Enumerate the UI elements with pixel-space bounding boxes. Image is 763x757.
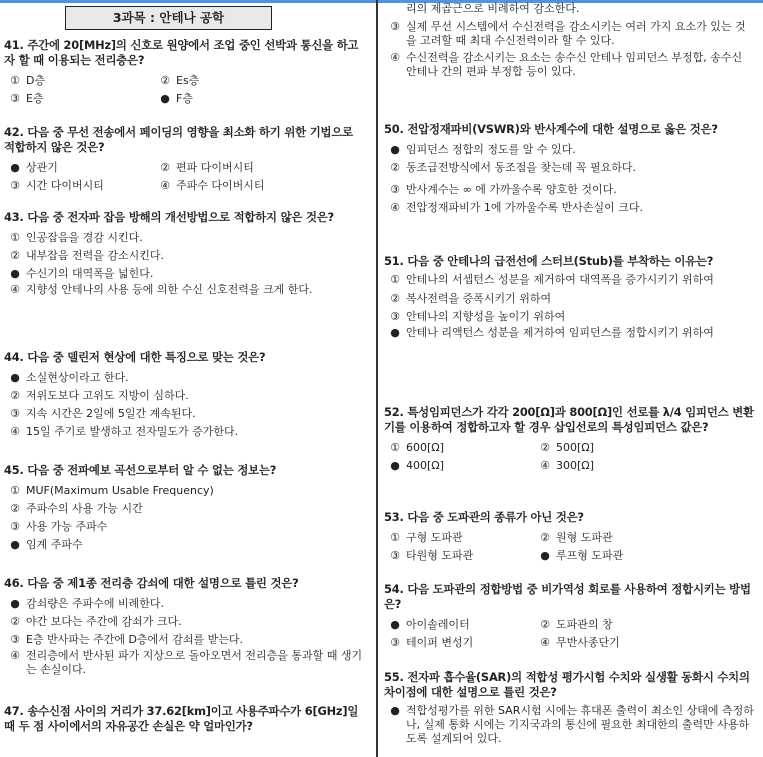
question-stem: 46. 다음 중 제1종 전리층 감쇠에 대한 설명으로 틀린 것은? (4, 576, 299, 590)
option[interactable]: ④ 주파수 다이버시티 (160, 179, 265, 192)
option[interactable]: ② 저위도보다 고위도 지방이 심하다. (10, 389, 189, 402)
option[interactable]: ② 야간 보다는 주간에 감쇠가 크다. (10, 615, 182, 628)
option-answer[interactable]: ● 임피던스 정합의 정도를 알 수 있다. (390, 143, 576, 156)
option[interactable]: ④ 전압정재파비가 1에 가까울수록 반사손실이 크다. (390, 201, 643, 214)
option-answer[interactable]: ● 소실현상이라고 한다. (10, 371, 129, 384)
option[interactable]: ① 인공잡음을 경감 시킨다. (10, 231, 143, 244)
option[interactable]: ① 600[Ω] (390, 441, 444, 454)
question-47 (4, 704, 364, 734)
option[interactable]: ④ 전리층에서 반사된 파가 지상으로 돌아오면서 전리층을 통과할 때 생기는 손실이다. (10, 649, 363, 676)
option[interactable]: ③ 타원형 도파관 (390, 549, 474, 562)
option[interactable]: ④ 지향성 안테나의 사용 등에 의한 수신 신호전력을 크게 한다. (10, 283, 313, 296)
continued-text: 리의 제곱근으로 비례하여 감소한다. (406, 2, 580, 15)
option[interactable]: ④ 수신전력을 감소시키는 요소는 송수신 안테나 임피던스 부정합, 송수신 안테나 간의 편파 부정합 등이 있다. (390, 51, 743, 78)
question-54 (384, 582, 754, 652)
question-stem: 53. 다음 중 도파관의 종류가 아닌 것은? (384, 510, 584, 524)
option-answer[interactable]: ● 감쇠량은 주파수에 비례한다. (10, 597, 165, 610)
option[interactable]: ② 원형 도파관 (540, 531, 613, 544)
question-stem: 44. 다음 중 델린저 현상에 대한 특징으로 맞는 것은? (4, 350, 266, 364)
option[interactable]: ③ 지속 시간은 2일에 5일간 계속된다. (10, 407, 196, 420)
question-43 (4, 210, 364, 300)
question-45 (4, 463, 364, 554)
option[interactable]: ④ 15일 주기로 발생하고 전자밀도가 증가한다. (10, 425, 239, 438)
option[interactable]: ② 내부잡음 전력을 감소시킨다. (10, 249, 165, 262)
option-answer[interactable]: ● 임계 주파수 (10, 538, 83, 551)
question-stem: 50. 전압정재파비(VSWR)와 반사계수에 대한 설명으로 옳은 것은? (384, 122, 718, 136)
option[interactable]: ① D층 (10, 74, 46, 87)
question-51 (384, 254, 754, 343)
option[interactable]: ③ E층 (10, 92, 44, 105)
question-stem: 54. 다음 도파관의 정합방법 중 비가역성 회로를 사용하여 정합시키는 방법은? (384, 582, 751, 611)
question-stem: 43. 다음 중 전자파 잡음 방해의 개선방법으로 적합하지 않은 것은? (4, 210, 334, 224)
option[interactable]: ① MUF(Maximum Usable Frequency) (10, 484, 214, 497)
question-46 (4, 576, 364, 680)
option-answer[interactable]: ● 수신기의 대역폭을 넓힌다. (10, 267, 154, 280)
option[interactable]: ③ E층 반사파는 주간에 D층에서 감쇠를 받는다. (10, 633, 244, 646)
option[interactable]: ② 동조급전방식에서 동조점을 찾는데 꼭 필요하다. (390, 161, 637, 174)
question-52 (384, 405, 754, 475)
option-answer[interactable]: ● 상관기 (10, 161, 58, 174)
question-53 (384, 510, 754, 565)
question-stem: 45. 다음 중 전파예보 곡선으로부터 알 수 없는 정보는? (4, 463, 277, 477)
question-42 (4, 125, 364, 195)
option-answer[interactable]: ● 안테나 리액턴스 성분을 제거하여 임피던스를 정합시키기 위하여 (390, 326, 714, 339)
option[interactable]: ② 복사전력을 증폭시키기 위하여 (390, 292, 552, 305)
option[interactable]: ② 도파관의 창 (540, 618, 613, 631)
option[interactable]: ③ 반사계수는 ∞ 에 가까울수록 양호한 것이다. (390, 183, 617, 196)
question-41 (4, 38, 364, 108)
option[interactable]: ③ 실제 무선 시스템에서 수신전력을 감소시키는 여러 가지 요소가 있는 것을 고려할 때 최대 수신전력이라 할 수 있다. (390, 20, 746, 47)
option-answer[interactable]: ● 아이솔레이터 (390, 618, 470, 631)
question-stem: 47. 송수신점 사이의 거리가 37.62[km]이고 사용주파수가 6[GHz]일 때 두 점 사이에서의 자유공간 손실은 약 얼마인가? (4, 704, 359, 733)
option[interactable]: ① 안테나의 서셉턴스 성분을 제거하여 대역폭을 증가시키기 위하여 (390, 273, 714, 286)
left-column (0, 0, 375, 757)
option-answer[interactable]: ● 400[Ω] (390, 459, 444, 472)
option[interactable]: ④ 300[Ω] (540, 459, 594, 472)
question-55 (384, 670, 754, 749)
option[interactable]: ② 500[Ω] (540, 441, 594, 454)
option[interactable]: ④ 무반사종단기 (540, 636, 620, 649)
section-title: 3과목 : 안테나 공학 (65, 6, 272, 30)
question-44 (4, 350, 364, 441)
question-stem: 41. 주간에 20[MHz]의 신호로 원양에서 조업 중인 선박과 통신을 하고자 할 때 이용되는 전리층은? (4, 38, 359, 67)
question-stem: 52. 특성임피던스가 각각 200[Ω]과 800[Ω]인 선로를 λ/4 임피던스 변환기를 이용하여 정합하고자 할 경우 삽입선로의 특성임피던스 값은? (384, 405, 754, 434)
column-divider (376, 0, 378, 757)
option[interactable]: ③ 사용 가능 주파수 (10, 520, 108, 533)
option-answer[interactable]: ● F층 (160, 92, 193, 105)
option-answer[interactable]: ● 루프형 도파관 (540, 549, 624, 562)
option[interactable]: ② 주파수의 사용 가능 시간 (10, 502, 143, 515)
question-stem: 51. 다음 중 안테나의 급전선에 스터브(Stub)를 부착하는 이유는? (384, 254, 714, 268)
question-stem: 42. 다음 중 무선 전송에서 페이딩의 영향을 최소화 하기 위한 기법으로 적합하지 않은 것은? (4, 125, 353, 154)
question-50 (384, 122, 754, 217)
right-column (380, 0, 763, 757)
option[interactable]: ③ 안테나의 지향성을 높이기 위하여 (390, 310, 566, 323)
option[interactable]: ③ 테이퍼 변성기 (390, 636, 474, 649)
question-49-continued (384, 2, 754, 82)
question-stem: 55. 전자파 흡수율(SAR)의 적합성 평가시험 수치와 실생활 동화시 수치의 차이점에 대한 설명으로 틀린 것은? (384, 670, 750, 699)
option[interactable]: ③ 시간 다이버시티 (10, 179, 104, 192)
option[interactable]: ① 구형 도파관 (390, 531, 463, 544)
option[interactable]: ② Es층 (160, 74, 200, 87)
option-answer[interactable]: ● 적합성평가를 위한 SAR시험 시에는 휴대폰 출력이 최소인 상태에 측정하나, 실제 통화 시에는 기지국과의 통신에 필요한 최대한의 출력만 사용하도록 설계되어 있다. (390, 704, 754, 745)
option[interactable]: ② 편파 다이버시티 (160, 161, 254, 174)
